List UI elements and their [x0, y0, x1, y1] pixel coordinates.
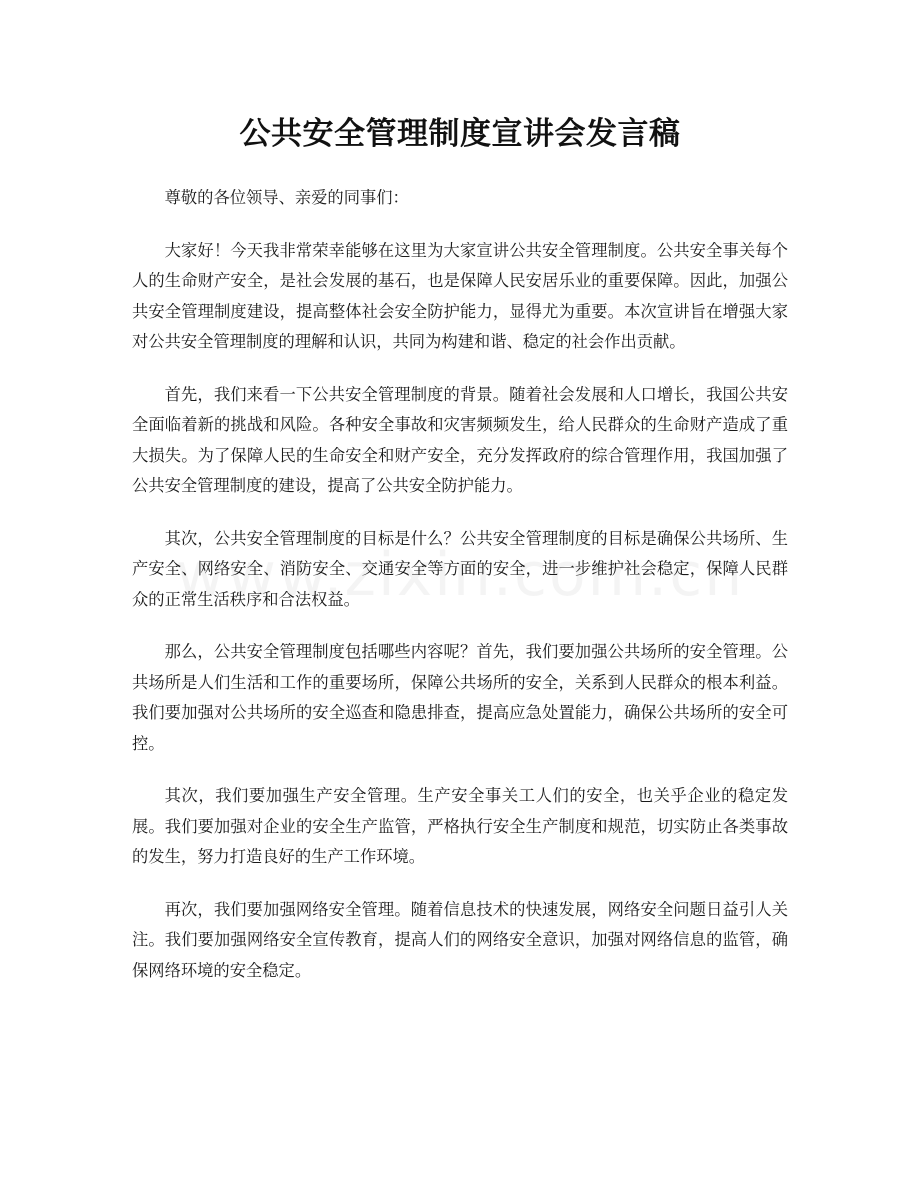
document-body [132, 183, 788, 1008]
paragraph-3: 其次，公共安全管理制度的目标是什么？公共安全管理制度的目标是确保公共场所、生产安全、网络安全、消防安全、交通安全等方面的安全，进一步维护社会稳定，保障人民群众的正常生活秩序和合法权益。 [132, 528, 788, 609]
paragraph-2: 首先，我们来看一下公共安全管理制度的背景。随着社会发展和人口增长，我国公共安全面临着新的挑战和风险。各种安全事故和灾害频频发生，给人民群众的生命财产造成了重大损失。为了保障人民的生命安全和财产安全，充分发挥政府的综合管理作用，我国加强了公共安全管理制度的建设，提高了公共安全防护能力。 [132, 384, 788, 495]
paragraph-6: 再次，我们要加强网络安全管理。随着信息技术的快速发展，网络安全问题日益引人关注。我们要加强网络安全宣传教育，提高人们的网络安全意识，加强对网络信息的监管，确保网络环境的安全稳定。 [132, 899, 788, 980]
salutation: 尊敬的各位领导、亲爱的同事们： [164, 188, 409, 207]
paragraph-5: 其次，我们要加强生产安全管理。生产安全事关工人们的安全，也关乎企业的稳定发展。我们要加强对企业的安全生产监管，严格执行安全生产制度和规范，切实防止各类事故的发生，努力打造良好的生产工作环境。 [132, 786, 788, 866]
document-title: 公共安全管理制度宣讲会发言稿 [239, 116, 681, 152]
paragraph-4: 那么，公共安全管理制度包括哪些内容呢？首先，我们要加强公共场所的安全管理。公共场所是人们生活和工作的重要场所，保障公共场所的安全，关系到人民群众的根本利益。我们要加强对公共场所的安全巡查和隐患排查，提高应急处置能力，确保公共场所的安全可控。 [132, 642, 788, 753]
paragraph-1: 大家好！今天我非常荣幸能够在这里为大家宣讲公共安全管理制度。公共安全事关每个人的生命财产安全，是社会发展的基石，也是保障人民安居乐业的重要保障。因此，加强公共安全管理制度建设，提高整体社会安全防护能力，显得尤为重要。本次宣讲旨在增强大家对公共安全管理制度的理解和认识，共同为构建和谐、稳定的社会作出贡献。 [132, 240, 788, 351]
